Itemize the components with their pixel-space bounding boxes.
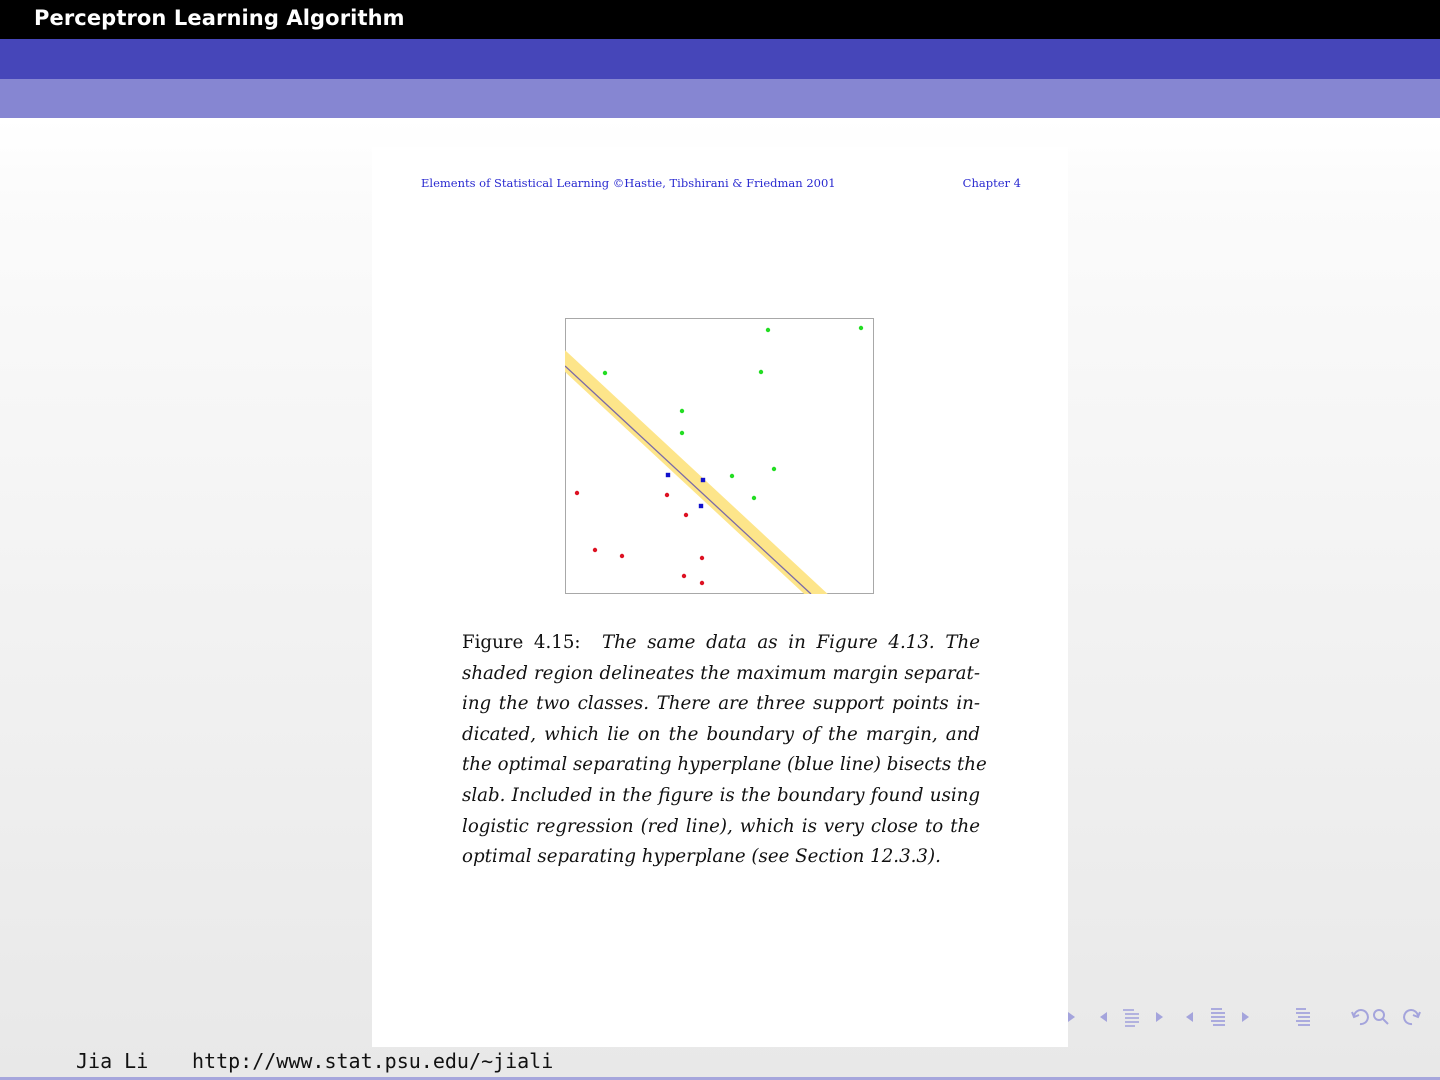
section-prev-icon[interactable] [1186,1012,1193,1022]
support-points-point [666,473,670,477]
search-icon[interactable] [1374,1010,1388,1024]
class-red-point [684,513,688,517]
class-green-point [680,409,684,413]
support-points-point [701,478,705,482]
running-head-text: Elements of Statistical Learning ©Hastie, Tibshirani & Friedman 2001 [421,176,836,190]
slide-title-bar [0,0,1440,39]
caption-line-8: optimal separating hyperplane (see Section 12.3.3). [462,846,941,868]
class-red-point [620,554,624,558]
caption-line-2: shaded region delineates the maximum margin separat- [462,662,980,684]
caption-line-5: the optimal separating hyperplane (blue line) bisects the [462,754,987,776]
plot-frame [566,319,874,594]
class-green-point [759,370,763,374]
subsection-icon[interactable] [1123,1010,1139,1026]
class-red-point [593,548,597,552]
class-green-point [680,431,684,435]
running-head [421,176,1021,190]
class-green-point [752,496,756,500]
forward-icon[interactable] [1404,1010,1420,1024]
class-red-point [575,491,579,495]
class-red-point [682,574,686,578]
footer-url[interactable]: http://www.stat.psu.edu/∼jiali [192,1049,554,1073]
class-red-point [665,493,669,497]
header-band-dark [0,39,1440,79]
class-red-point [700,556,704,560]
frame-next-icon[interactable] [1068,1012,1075,1022]
caption-line-1: Figure 4.15: The same data as in Figure 4.13. The [462,632,980,653]
caption-line-3: ing the two classes. There are three support points in- [462,693,980,715]
support-points-point [699,504,703,508]
class-green-point [766,328,770,332]
caption-line-6: slab. Included in the figure is the boundary found using [462,784,980,806]
beamer-navigation-bar [1062,1006,1440,1028]
caption-line-4: dicated, which lie on the boundary of the margin, and [462,723,980,745]
class-red-point [700,581,704,585]
back-icon[interactable] [1352,1010,1368,1024]
embedded-book-page [372,147,1068,1047]
class-green-point [730,474,734,478]
caption-line-7: logistic regression (red line), which is very close to the [462,815,980,837]
subsection-prev-icon[interactable] [1100,1012,1107,1022]
class-green-point [603,371,607,375]
header-band-light [0,79,1440,118]
figure-label: Figure 4.15: [462,632,581,653]
class-green-point [772,467,776,471]
document-icon[interactable] [1296,1009,1310,1025]
section-icon[interactable] [1211,1009,1225,1025]
footer-author: Jia Li [76,1049,149,1073]
figure-caption [462,628,987,873]
slide-title: Perceptron Learning Algorithm [34,6,405,30]
section-next-icon[interactable] [1242,1012,1249,1022]
scatter-plot [565,318,874,594]
slide-footer [0,1046,1440,1080]
subsection-next-icon[interactable] [1156,1012,1163,1022]
chapter-label: Chapter 4 [962,176,1021,190]
class-green-point [859,326,863,330]
